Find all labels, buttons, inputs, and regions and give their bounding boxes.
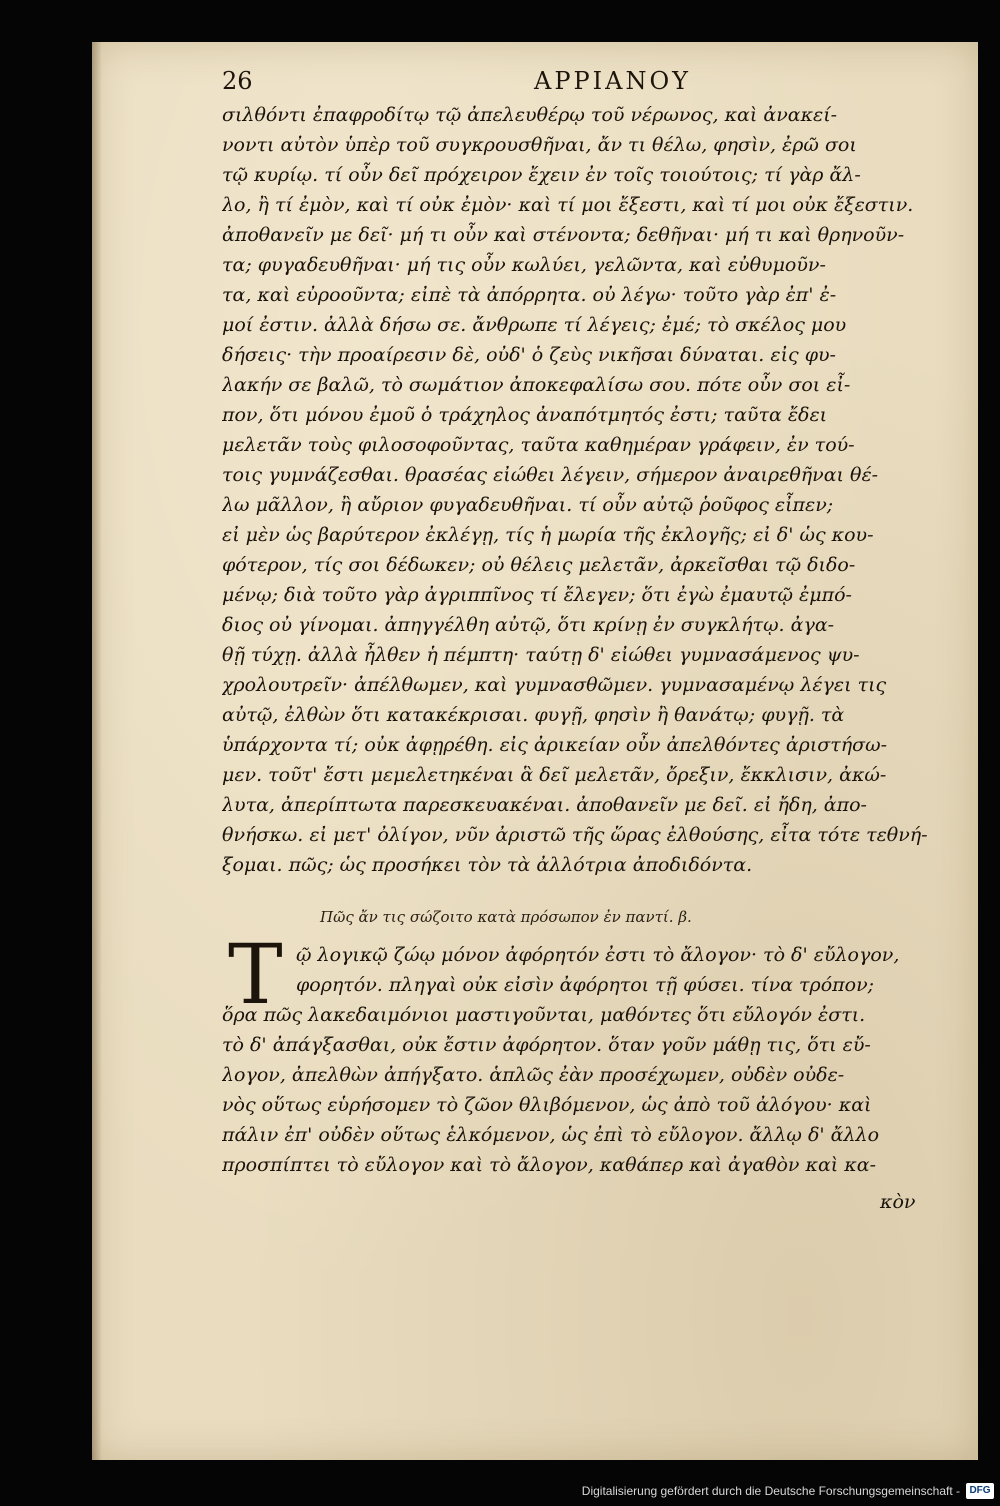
text-line: μοί ἐστιν. ἀλλὰ δήσω σε. ἄνθρωπε τί λέγεις; ἐμέ; τὸ σκέλος μου bbox=[222, 314, 847, 336]
text-line: λυτα, ἀπερίπτωτα παρεσκευακέναι. ἀποθανεῖν με δεῖ. εἰ ἤδη, ἀπο- bbox=[222, 794, 867, 816]
text-line: τοις γυμνάζεσθαι. θρασέας εἰώθει λέγειν, σήμερον ἀναιρεθῆναι θέ- bbox=[222, 464, 879, 486]
page-edge-shadow bbox=[92, 42, 102, 1460]
text-line: θνήσκω. εἰ μετ' ὀλίγον, νῦν ἀριστῶ τῆς ὥρας ἐλθούσης, εἶτα τότε τεθνή- bbox=[222, 824, 928, 846]
text-line: λακήν σε βαλῶ, τὸ σωμάτιον ἀποκεφαλίσω σου. πότε οὖν σοι εἶ- bbox=[222, 374, 851, 396]
section-text-line: ὅρα πῶς λακεδαιμόνιοι μαστιγοῦνται, μαθόντες ὅτι εὔλογόν ἐστι. bbox=[222, 1004, 866, 1026]
text-line: μένῳ; διὰ τοῦτο γὰρ ἀγριππῖνος τί ἔλεγεν; ὅτι ἐγὼ ἐμαυτῷ ἐμπό- bbox=[222, 584, 852, 606]
section-text-block bbox=[222, 940, 942, 1180]
section-text-line: ῷ λογικῷ ζώῳ μόνον ἀφόρητόν ἐστι τὸ ἄλογον· τὸ δ' εὔλογον, bbox=[296, 944, 900, 966]
text-line: θῇ τύχῃ. ἀλλὰ ἦλθεν ἡ πέμπτη· ταύτῃ δ' εἰώθει γυμνασάμενος ψυ- bbox=[222, 644, 860, 666]
text-line: σιλθόντι ἐπαφροδίτῳ τῷ ἀπελευθέρῳ τοῦ νέρωνος, καὶ ἀνακεί- bbox=[222, 104, 838, 126]
running-head-title: ΑΡΡΙΑΝΟΥ bbox=[534, 67, 691, 95]
text-line: αὐτῷ, ἐλθὼν ὅτι κατακέκρισαι. φυγῇ, φησὶν ἢ θανάτῳ; φυγῇ. τὰ bbox=[222, 704, 845, 726]
section-text-line: λογον, ἀπελθὼν ἀπήγξατο. ἁπλῶς ἐὰν προσέχωμεν, οὐδὲν οὐδε- bbox=[222, 1064, 845, 1086]
text-line: μεν. τοῦτ' ἔστι μεμελετηκέναι ἃ δεῖ μελετᾶν, ὄρεξιν, ἔκκλισιν, ἀκώ- bbox=[222, 764, 887, 786]
text-line: δήσεις· τὴν προαίρεσιν δὲ, οὐδ' ὁ ζεὺς νικῆσαι δύναται. εἰς φυ- bbox=[222, 344, 836, 366]
text-line: τῷ κυρίῳ. τί οὖν δεῖ πρόχειρον ἔχειν ἐν τοῖς τοιούτοις; τί γὰρ ἄλ- bbox=[222, 164, 861, 186]
dfg-logo: DFG bbox=[966, 1483, 994, 1499]
main-text-block bbox=[222, 100, 942, 880]
section-text-line: πάλιν ἐπ' οὐδὲν οὕτως ἑλκόμενον, ὡς ἐπὶ τὸ εὔλογον. ἄλλῳ δ' ἄλλο bbox=[222, 1124, 880, 1146]
section-text-line: φορητόν. πληγαὶ οὐκ εἰσὶν ἀφόρητοι τῇ φύσει. τίνα τρόπον; bbox=[296, 974, 875, 996]
text-line: λο, ἢ τί ἐμὸν, καὶ τί οὐκ ἐμὸν· καὶ τί μοι ἔξεστι, καὶ τί μοι οὐκ ἔξεστιν. bbox=[222, 194, 914, 216]
drop-cap-initial: T bbox=[228, 928, 283, 1023]
section-text-line: προσπίπτει τὸ εὔλογον καὶ τὸ ἄλογον, καθάπερ καὶ ἀγαθὸν καὶ κα- bbox=[222, 1154, 876, 1176]
section-heading: Πῶς ἄν τις σώζοιτο κατὰ πρόσωπον ἐν παντί. β. bbox=[320, 908, 692, 926]
footer-bar bbox=[0, 1480, 1000, 1506]
text-line: εἰ μὲν ὡς βαρύτερον ἐκλέγῃ, τίς ἡ μωρία τῆς ἐκλογῆς; εἰ δ' ὡς κου- bbox=[222, 524, 874, 546]
text-line: νοντι αὐτὸν ὑπὲρ τοῦ συγκρουσθῆναι, ἄν τι θέλω, φησὶν, ἐρῶ σοι bbox=[222, 134, 857, 156]
section-text-line: τὸ δ' ἀπάγξασθαι, οὐκ ἔστιν ἀφόρητον. ὅταν γοῦν μάθῃ τις, ὅτι εὔ- bbox=[222, 1034, 871, 1056]
text-line: ξομαι. πῶς; ὡς προσήκει τὸν τὰ ἀλλότρια ἀποδιδόντα. bbox=[222, 854, 753, 876]
text-line: τα, καὶ εὐροοῦντα; εἰπὲ τὰ ἀπόρρητα. οὐ λέγω· τοῦτο γὰρ ἐπ' ἐ- bbox=[222, 284, 837, 306]
text-line: τα; φυγαδευθῆναι· μή τις οὖν κωλύει, γελῶντα, καὶ εὐθυμοῦν- bbox=[222, 254, 826, 276]
page-number: 26 bbox=[222, 67, 253, 95]
text-line: φότερον, τίς σοι δέδωκεν; οὐ θέλεις μελετᾶν, ἀρκεῖσθαι τῷ διδο- bbox=[222, 554, 856, 576]
running-head bbox=[222, 67, 882, 101]
text-line: ἀποθανεῖν με δεῖ· μή τι οὖν καὶ στένοντα; δεθῆναι· μή τι καὶ θρηνοῦν- bbox=[222, 224, 905, 246]
text-line: διος οὐ γίνομαι. ἀπηγγέλθη αὐτῷ, ὅτι κρίνῃ ἐν συγκλήτῳ. ἀγα- bbox=[222, 614, 835, 636]
text-line: χρολουτρεῖν· ἀπέλθωμεν, καὶ γυμνασθῶμεν. γυμνασαμένῳ λέγει τις bbox=[222, 674, 887, 696]
text-line: μελετᾶν τοὺς φιλοσοφοῦντας, ταῦτα καθημέραν γράφειν, ἐν τού- bbox=[222, 434, 855, 456]
catchword: κὸν bbox=[880, 1191, 916, 1213]
text-line: λω μᾶλλον, ἢ αὔριον φυγαδευθῆναι. τί οὖν αὐτῷ ῥοῦφος εἶπεν; bbox=[222, 494, 834, 516]
text-line: πον, ὅτι μόνου ἐμοῦ ὁ τράχηλος ἀναπότμητός ἐστι; ταῦτα ἔδει bbox=[222, 404, 828, 426]
text-line: ὑπάρχοντα τί; οὐκ ἀφῃρέθη. εἰς ἀρικείαν οὖν ἀπελθόντες ἀριστήσω- bbox=[222, 734, 888, 756]
section-text-line: νὸς οὕτως εὑρήσομεν τὸ ζῶον θλιβόμενον, ὡς ἀπὸ τοῦ ἀλόγου· καὶ bbox=[222, 1094, 872, 1116]
funding-notice: Digitalisierung gefördert durch die Deutsche Forschungsgemeinschaft - bbox=[581, 1484, 960, 1498]
